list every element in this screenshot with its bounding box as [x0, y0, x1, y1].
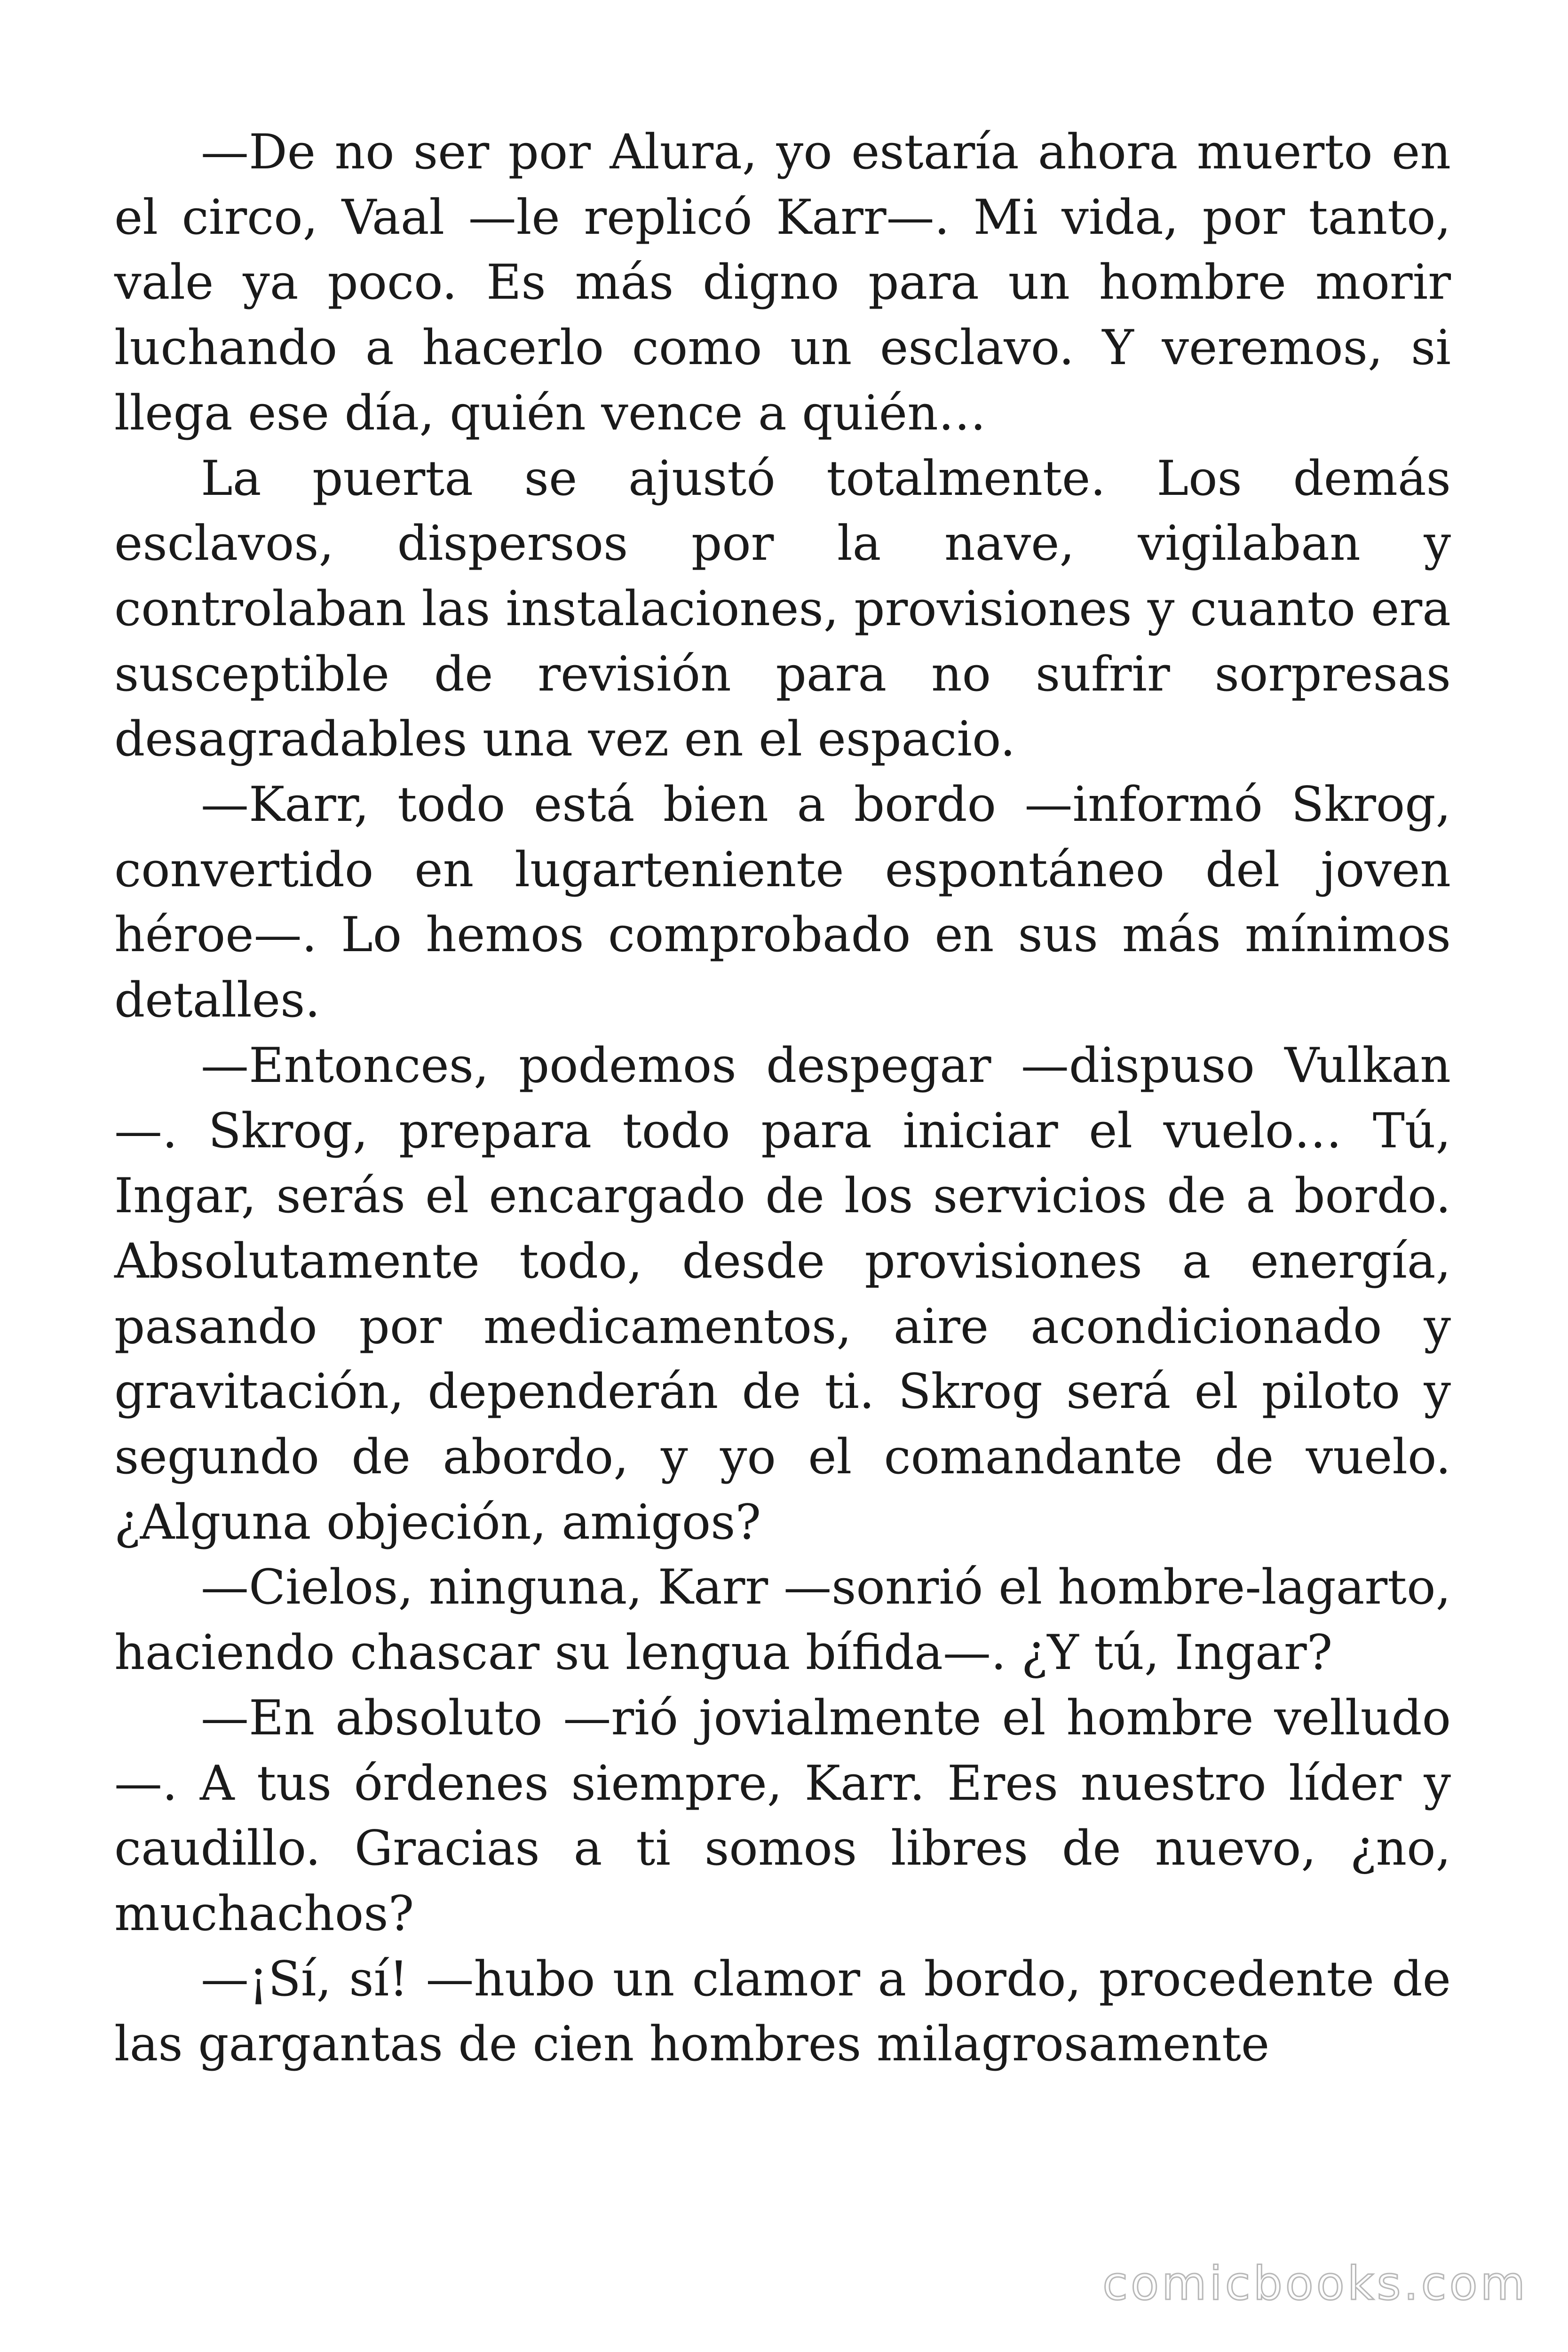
paragraph-3: —Karr, todo está bien a bordo —informó Skrog, convertido en lugarteniente espontáneo del joven héroe—. Lo hemos comprobado en sus más mínimos detalles.	[114, 777, 1451, 1029]
watermark: comicbooks.com	[1102, 2257, 1528, 2311]
paragraph-4: —Entonces, podemos despegar —dispuso Vulkan —. Skrog, prepara todo para iniciar el vuelo… Tú, Ingar, serás el encargado de los servicios de a bordo. Absolutamente todo, desde provisiones a energía, pasando por medicamentos, aire acondicionado y gravitación, dependerán de ti. Skrog será el piloto y segundo de abordo, y yo el comandante de vuelo. ¿Alguna objeción, amigos?	[114, 1037, 1451, 1550]
paragraph-6: —En absoluto —rió jovialmente el hombre velludo —. A tus órdenes siempre, Karr. Eres nuestro líder y caudillo. Gracias a ti somos libres de nuevo, ¿no, muchachos?	[114, 1690, 1451, 1942]
paragraph-2: La puerta se ajustó totalmente. Los demás esclavos, dispersos por la nave, vigilaban y controlaban las instalaciones, provisiones y cuanto era susceptible de revisión para no sufrir sorpresas desagradables una vez en el espacio.	[114, 450, 1451, 768]
paragraph-1: —De no ser por Alura, yo estaría ahora muerto en el circo, Vaal —le replicó Karr—. Mi vida, por tanto, vale ya poco. Es más digno para un hombre morir luchando a hacerlo como un esclavo. Y veremos, si llega ese día, quién vence a quién…	[114, 124, 1451, 441]
paragraph-7: —¡Sí, sí! —hubo un clamor a bordo, procedente de las gargantas de cien hombres milagrosamente	[114, 1951, 1451, 2073]
paragraph-5: —Cielos, ninguna, Karr —sonrió el hombre-lagarto, haciendo chascar su lengua bífida—. ¿Y tú, Ingar?	[114, 1559, 1451, 1681]
body-text	[114, 120, 1451, 2077]
